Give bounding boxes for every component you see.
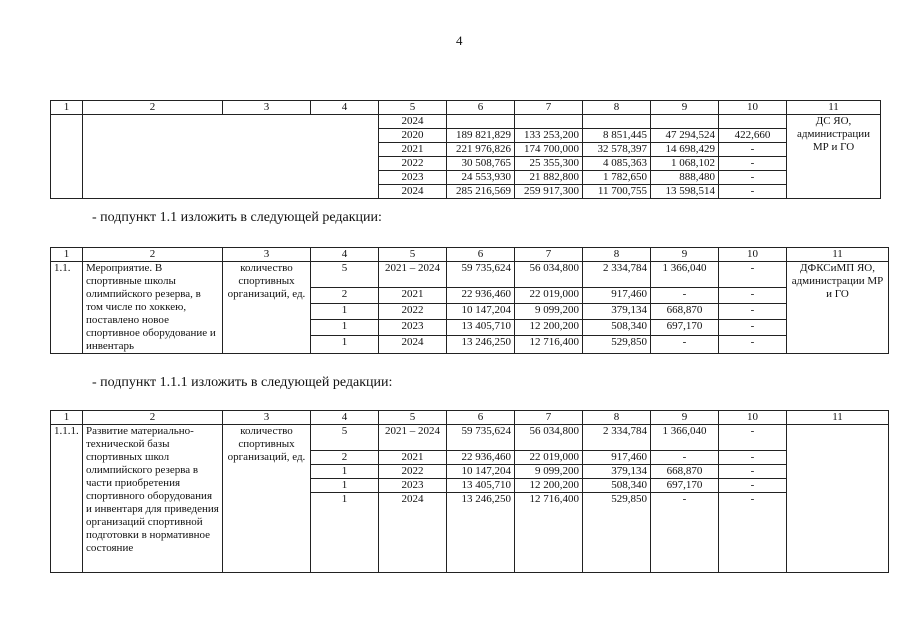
year-cell: 2024 (379, 493, 447, 573)
column-number-header: 5 (379, 411, 447, 425)
amount-cell: 668,870 (651, 304, 719, 320)
amount-cell: 59 735,624 (447, 262, 515, 288)
column-number-header: 6 (447, 101, 515, 115)
amount-cell: 1 068,102 (651, 157, 719, 171)
column-number-header: 3 (223, 248, 311, 262)
year-cell: 2020 (379, 129, 447, 143)
amount-cell: 47 294,524 (651, 129, 719, 143)
indicator-value: 2 (311, 451, 379, 465)
amount-cell: 668,870 (651, 465, 719, 479)
column-number-header: 11 (787, 411, 889, 425)
amount-cell: 32 578,397 (583, 143, 651, 157)
item-number: 1.1. (51, 262, 83, 354)
amount-cell (583, 115, 651, 129)
amount-cell: - (719, 451, 787, 465)
column-number-header: 4 (311, 101, 379, 115)
amount-cell: 174 700,000 (515, 143, 583, 157)
indicator-name: количество спортивных организаций, ед. (223, 262, 311, 354)
header-row (51, 411, 889, 425)
amount-cell: 56 034,800 (515, 262, 583, 288)
indicator-value: 1 (311, 320, 379, 336)
amount-cell: 529,850 (583, 336, 651, 354)
responsible-party: ДФКСиМП ЯО, администрации МР и ГО (787, 262, 889, 354)
responsible-party: ДС ЯО, администрации МР и ГО (787, 115, 881, 199)
amount-cell: 12 716,400 (515, 493, 583, 573)
column-number-header: 9 (651, 101, 719, 115)
amount-cell: 13 598,514 (651, 185, 719, 199)
year-cell: 2022 (379, 465, 447, 479)
column-number-header: 11 (787, 101, 881, 115)
column-number-header: 9 (651, 248, 719, 262)
year-cell: 2024 (379, 336, 447, 354)
amount-cell (651, 115, 719, 129)
column-number-header: 7 (515, 248, 583, 262)
indicator-value: 1 (311, 493, 379, 573)
amount-cell: 4 085,363 (583, 157, 651, 171)
amount-cell: - (719, 320, 787, 336)
amount-cell: 529,850 (583, 493, 651, 573)
column-number-header: 11 (787, 248, 889, 262)
column-number-header: 5 (379, 248, 447, 262)
year-cell: 2022 (379, 304, 447, 320)
blank-col-2 (83, 115, 379, 199)
amount-cell: 888,480 (651, 171, 719, 185)
amount-cell: 30 508,765 (447, 157, 515, 171)
amount-cell: 697,170 (651, 320, 719, 336)
column-number-header: 6 (447, 411, 515, 425)
indicator-value: 5 (311, 425, 379, 451)
amount-cell: 2 334,784 (583, 425, 651, 451)
indicator-value: 1 (311, 304, 379, 320)
column-number-header: 5 (379, 101, 447, 115)
year-cell: 2021 – 2024 (379, 425, 447, 451)
amount-cell: 12 716,400 (515, 336, 583, 354)
item-number: 1.1.1. (51, 425, 83, 573)
year-cell: 2021 – 2024 (379, 262, 447, 288)
amount-cell: 133 253,200 (515, 129, 583, 143)
column-number-header: 2 (83, 411, 223, 425)
amount-cell: 285 216,569 (447, 185, 515, 199)
year-cell: 2022 (379, 157, 447, 171)
responsible-party (787, 425, 889, 573)
amount-cell: 13 405,710 (447, 320, 515, 336)
amount-cell: 2 334,784 (583, 262, 651, 288)
subitem-1-1-1-table (50, 410, 889, 573)
amount-cell: 12 200,200 (515, 479, 583, 493)
amount-cell: 379,134 (583, 304, 651, 320)
amount-cell: - (719, 425, 787, 451)
year-cell: 2023 (379, 479, 447, 493)
year-cell: 2021 (379, 143, 447, 157)
amount-cell: 697,170 (651, 479, 719, 493)
year-cell: 2024 (379, 115, 447, 129)
column-number-header: 6 (447, 248, 515, 262)
amount-cell: 508,340 (583, 320, 651, 336)
amount-cell: 13 246,250 (447, 493, 515, 573)
amount-cell: 22 019,000 (515, 451, 583, 465)
indicator-value: 1 (311, 479, 379, 493)
column-number-header: 7 (515, 101, 583, 115)
amount-cell: 9 099,200 (515, 304, 583, 320)
table-row (51, 115, 881, 129)
amount-cell: 422,660 (719, 129, 787, 143)
amount-cell: - (719, 465, 787, 479)
amount-cell: 508,340 (583, 479, 651, 493)
year-cell: 2023 (379, 320, 447, 336)
item-name: Развитие материально-технической базы спортивных школ олимпийского резерва в части приобретения спортивного оборудования и инвентаря для приведения организаций спортивной подготовки в нормативное состояние (83, 425, 223, 573)
amount-cell: - (719, 304, 787, 320)
amount-cell: 21 882,800 (515, 171, 583, 185)
amount-cell: - (719, 143, 787, 157)
amount-cell: 8 851,445 (583, 129, 651, 143)
header-row (51, 101, 881, 115)
amount-cell: 221 976,826 (447, 143, 515, 157)
amount-cell: - (651, 451, 719, 465)
amount-cell: - (651, 336, 719, 354)
indicator-name: количество спортивных организаций, ед. (223, 425, 311, 573)
amount-cell: 11 700,755 (583, 185, 651, 199)
amount-cell: - (719, 157, 787, 171)
amount-cell: 24 553,930 (447, 171, 515, 185)
amount-cell: 14 698,429 (651, 143, 719, 157)
amount-cell: 379,134 (583, 465, 651, 479)
column-number-header: 4 (311, 411, 379, 425)
funding-table-continuation (50, 100, 881, 199)
amount-cell: 12 200,200 (515, 320, 583, 336)
indicator-value: 2 (311, 288, 379, 304)
column-number-header: 10 (719, 411, 787, 425)
amount-cell (719, 115, 787, 129)
instruction-heading-1-1: - подпункт 1.1 изложить в следующей редакции: (92, 210, 382, 225)
column-number-header: 3 (223, 411, 311, 425)
column-number-header: 7 (515, 411, 583, 425)
amount-cell: 13 246,250 (447, 336, 515, 354)
amount-cell: 22 936,460 (447, 288, 515, 304)
blank-col-1 (51, 115, 83, 199)
amount-cell: 10 147,204 (447, 304, 515, 320)
instruction-heading-1-1-1: - подпункт 1.1.1 изложить в следующей редакции: (92, 375, 393, 390)
indicator-value: 1 (311, 465, 379, 479)
amount-cell: 13 405,710 (447, 479, 515, 493)
column-number-header: 8 (583, 248, 651, 262)
column-number-header: 2 (83, 101, 223, 115)
column-number-header: 8 (583, 411, 651, 425)
amount-cell (447, 115, 515, 129)
column-number-header: 1 (51, 101, 83, 115)
amount-cell: 1 782,650 (583, 171, 651, 185)
amount-cell: - (719, 262, 787, 288)
column-number-header: 2 (83, 248, 223, 262)
page-number: 4 (456, 33, 463, 48)
amount-cell: 22 936,460 (447, 451, 515, 465)
column-number-header: 10 (719, 248, 787, 262)
amount-cell: 917,460 (583, 288, 651, 304)
amount-cell: 10 147,204 (447, 465, 515, 479)
amount-cell: - (719, 288, 787, 304)
amount-cell: 9 099,200 (515, 465, 583, 479)
amount-cell: - (719, 479, 787, 493)
amount-cell: - (719, 493, 787, 573)
amount-cell: 1 366,040 (651, 262, 719, 288)
column-number-header: 8 (583, 101, 651, 115)
amount-cell: 917,460 (583, 451, 651, 465)
header-row (51, 248, 889, 262)
amount-cell: - (719, 185, 787, 199)
year-cell: 2023 (379, 171, 447, 185)
year-cell: 2021 (379, 288, 447, 304)
amount-cell: 259 917,300 (515, 185, 583, 199)
column-number-header: 4 (311, 248, 379, 262)
column-number-header: 3 (223, 101, 311, 115)
amount-cell: 59 735,624 (447, 425, 515, 451)
item-name: Мероприятие. В спортивные школы олимпийского резерва, в том числе по хоккею, поставлено новое спортивное оборудование и инвентарь (83, 262, 223, 354)
table-row (51, 262, 889, 288)
subitem-1-1-table (50, 247, 889, 354)
amount-cell: - (719, 171, 787, 185)
amount-cell: - (651, 288, 719, 304)
table-row (51, 425, 889, 451)
amount-cell: - (719, 336, 787, 354)
amount-cell: 22 019,000 (515, 288, 583, 304)
indicator-value: 1 (311, 336, 379, 354)
amount-cell (515, 115, 583, 129)
indicator-value: 5 (311, 262, 379, 288)
year-cell: 2021 (379, 451, 447, 465)
amount-cell: 1 366,040 (651, 425, 719, 451)
amount-cell: 189 821,829 (447, 129, 515, 143)
column-number-header: 1 (51, 411, 83, 425)
amount-cell: 56 034,800 (515, 425, 583, 451)
column-number-header: 9 (651, 411, 719, 425)
year-cell: 2024 (379, 185, 447, 199)
amount-cell: 25 355,300 (515, 157, 583, 171)
column-number-header: 10 (719, 101, 787, 115)
amount-cell: - (651, 493, 719, 573)
column-number-header: 1 (51, 248, 83, 262)
